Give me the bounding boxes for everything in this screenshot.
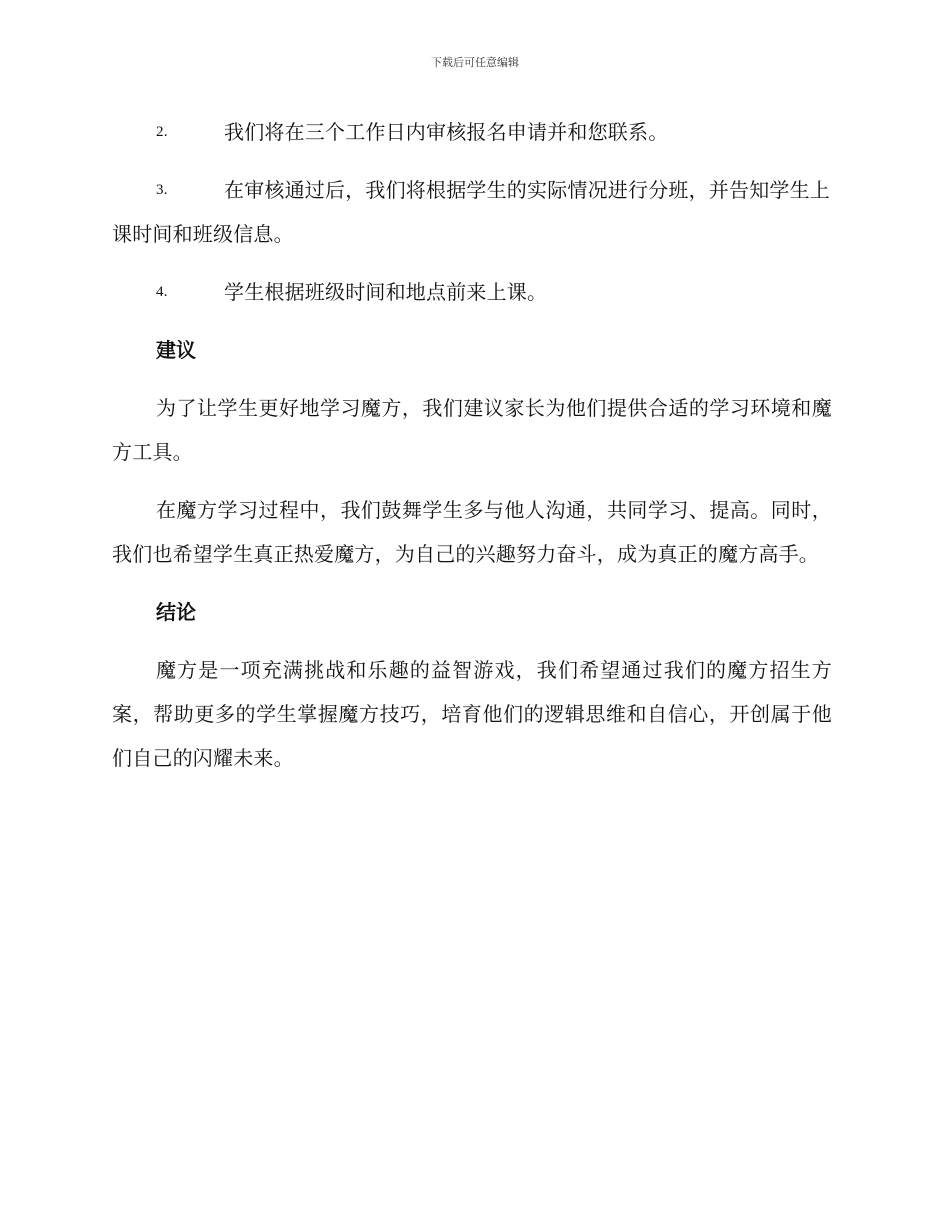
list-number: 3. (156, 182, 168, 198)
list-item-text: 学生根据班级时间和地点前来上课。 (224, 280, 548, 304)
section-heading-suggestions: 建议 (156, 338, 196, 362)
document-body (112, 110, 832, 794)
list-item-step-2 (112, 110, 832, 154)
list-item-text: 我们将在三个工作日内审核报名申请并和您联系。 (224, 120, 669, 144)
list-item-text: 在审核通过后，我们将根据学生的实际情况进行分班，并告知学生上课时间和班级信息。 (112, 178, 830, 246)
header-note: 下载后可任意编辑 (431, 56, 519, 69)
list-number: 4. (156, 284, 168, 300)
paragraph: 魔方是一项充满挑战和乐趣的益智游戏，我们希望通过我们的魔方招生方案，帮助更多的学生掌握魔方技巧，培育他们的逻辑思维和自信心，开创属于他们自己的闪耀未来。 (112, 658, 832, 770)
list-item-step-4 (112, 270, 832, 314)
section-heading-conclusion: 结论 (156, 600, 196, 624)
paragraph: 在魔方学习过程中，我们鼓舞学生多与他人沟通，共同学习、提高。同时，我们也希望学生真正热爱魔方，为自己的兴趣努力奋斗，成为真正的魔方高手。 (112, 498, 832, 566)
list-number: 2. (156, 124, 168, 140)
list-item-step-3 (112, 168, 832, 256)
paragraph: 为了让学生更好地学习魔方，我们建议家长为他们提供合适的学习环境和魔方工具。 (112, 396, 832, 464)
